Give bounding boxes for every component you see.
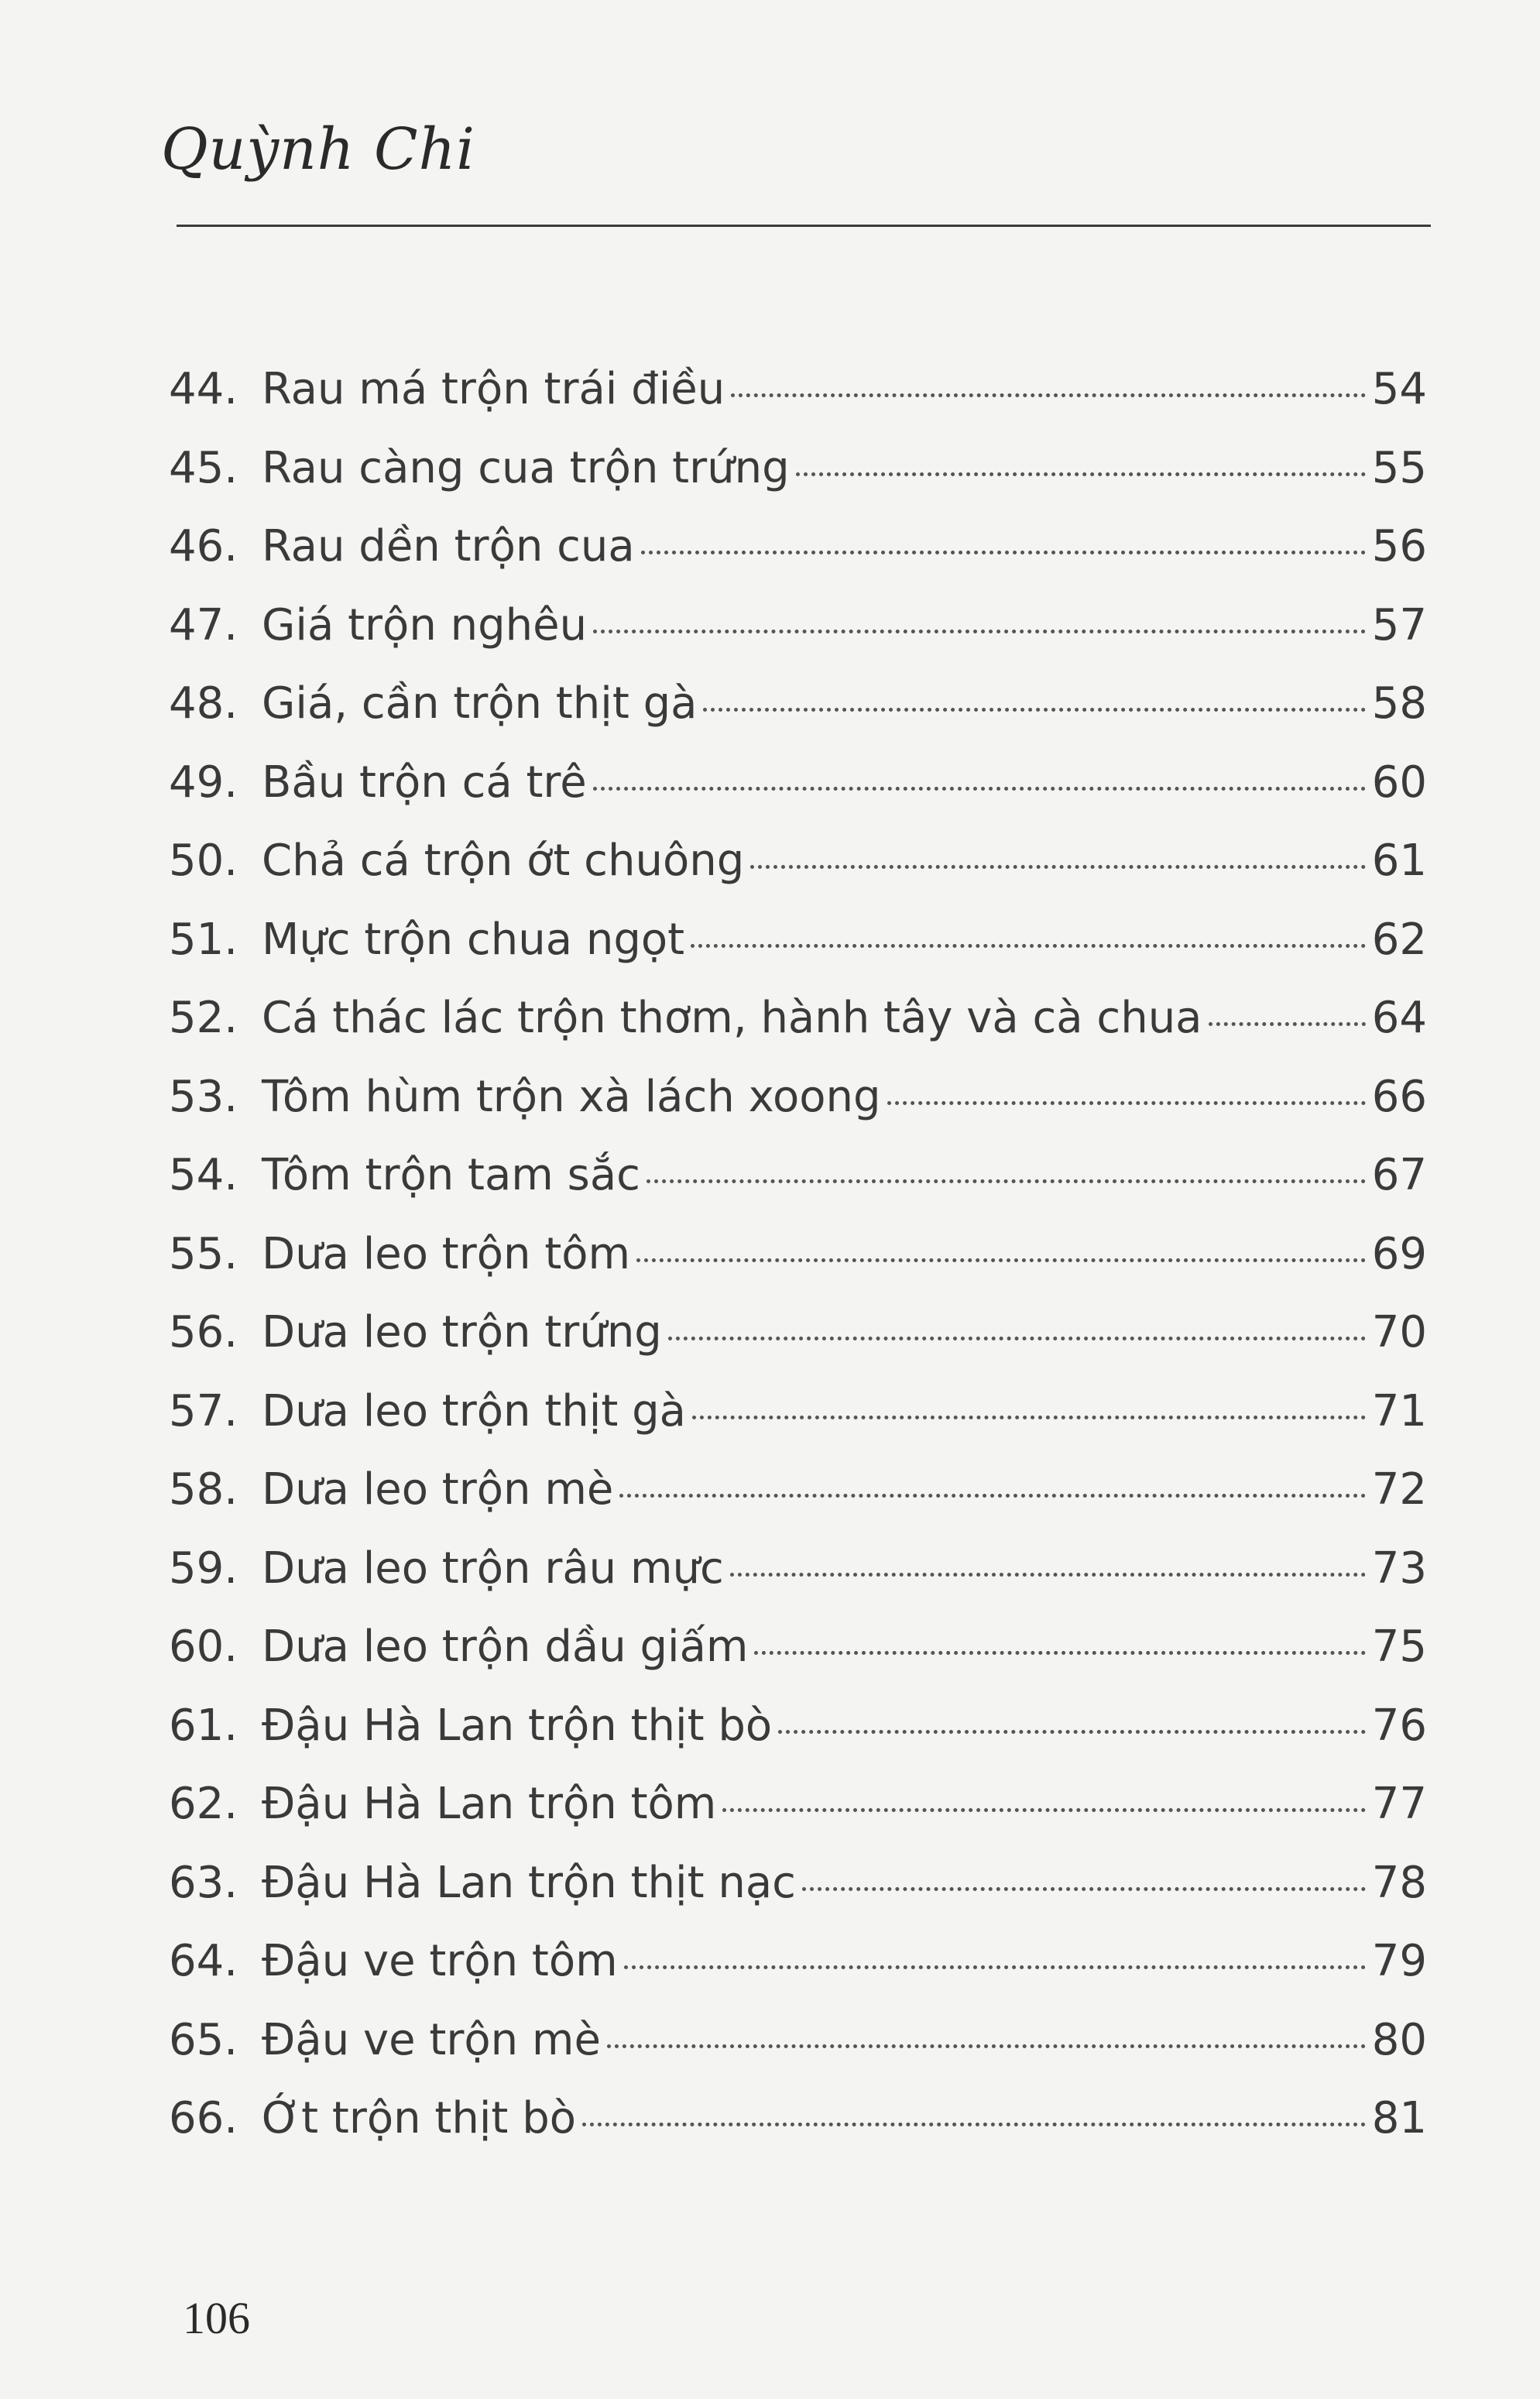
toc-entry-title: Tôm hùm trộn xà lách xoong (262, 1071, 881, 1122)
toc-entry (169, 2015, 1427, 2094)
toc-dot-leader (887, 1101, 1366, 1105)
toc-entry-number: 44. (169, 364, 238, 414)
toc-entry-number: 65. (169, 2014, 238, 2065)
toc-entry-title: Đậu Hà Lan trộn thịt bò (262, 1700, 773, 1751)
toc-entry-title: Tôm trộn tam sắc (262, 1150, 640, 1200)
toc-dot-leader (692, 1416, 1366, 1419)
toc-entry-number: 53. (169, 1071, 238, 1122)
toc-dot-leader (647, 1179, 1366, 1183)
toc-entry-number: 57. (169, 1385, 238, 1436)
toc-entry (169, 678, 1427, 757)
toc-entry-title: Rau càng cua trộn trứng (262, 442, 790, 493)
toc-entry-number: 50. (169, 836, 238, 886)
toc-entry-page: 58 (1371, 678, 1427, 729)
toc-entry-page: 81 (1371, 2093, 1427, 2143)
toc-dot-leader (593, 630, 1366, 633)
toc-entry-title: Đậu Hà Lan trộn thịt nạc (262, 1857, 796, 1908)
toc-dot-leader (582, 2123, 1366, 2126)
toc-entry (169, 993, 1427, 1072)
toc-entry (169, 1386, 1427, 1465)
toc-entry-number: 64. (169, 1936, 238, 1986)
toc-entry-number: 62. (169, 1779, 238, 1829)
toc-entry-number: 58. (169, 1464, 238, 1515)
toc-entry-page: 77 (1371, 1779, 1427, 1829)
toc-entry (169, 1307, 1427, 1386)
toc-entry-number: 46. (169, 521, 238, 571)
toc-entry (169, 1779, 1427, 1858)
toc-entry (169, 1858, 1427, 1937)
toc-entry (169, 521, 1427, 600)
toc-dot-leader (619, 1494, 1365, 1498)
toc-entry (169, 757, 1427, 836)
toc-entry (169, 915, 1427, 994)
toc-dot-leader (607, 2044, 1366, 2048)
toc-entry-page: 61 (1371, 836, 1427, 886)
toc-entry-title: Dưa leo trộn thịt gà (262, 1385, 686, 1436)
toc-entry-title: Giá trộn nghêu (262, 599, 588, 650)
toc-entry-title: Chả cá trộn ớt chuông (262, 836, 745, 886)
toc-entry-page: 72 (1371, 1464, 1427, 1515)
toc-entry-title: Dưa leo trộn râu mực (262, 1543, 724, 1594)
toc-dot-leader (668, 1337, 1366, 1340)
toc-entry-number: 63. (169, 1857, 238, 1908)
toc-dot-leader (691, 944, 1366, 948)
toc-entry-page: 71 (1371, 1385, 1427, 1436)
toc-entry-number: 48. (169, 678, 238, 729)
toc-entry-page: 62 (1371, 914, 1427, 965)
toc-entry-page: 57 (1371, 599, 1427, 650)
running-header-author: Quỳnh Chi (161, 116, 475, 183)
toc-entry (169, 1150, 1427, 1229)
toc-entry-title: Cá thác lác trộn thơm, hành tây và cà chua (262, 993, 1202, 1043)
toc-dot-leader (722, 1808, 1365, 1812)
toc-entry (169, 600, 1427, 679)
toc-entry-title: Đậu ve trộn mè (262, 2014, 601, 2065)
toc-entry-number: 51. (169, 914, 238, 965)
toc-entry-number: 60. (169, 1622, 238, 1672)
toc-entry-title: Dưa leo trộn mè (262, 1464, 614, 1515)
table-of-contents (169, 364, 1427, 2172)
toc-entry-page: 64 (1371, 993, 1427, 1043)
toc-entry-page: 79 (1371, 1936, 1427, 1986)
toc-entry (169, 1229, 1427, 1308)
toc-entry-number: 52. (169, 993, 238, 1043)
toc-dot-leader (593, 787, 1366, 791)
toc-entry-number: 54. (169, 1150, 238, 1200)
toc-dot-leader (778, 1730, 1366, 1734)
toc-entry-page: 76 (1371, 1700, 1427, 1751)
toc-dot-leader (703, 708, 1365, 712)
toc-entry-number: 45. (169, 442, 238, 493)
toc-entry-page: 54 (1371, 364, 1427, 414)
toc-entry (169, 1072, 1427, 1151)
toc-entry-number: 56. (169, 1307, 238, 1357)
toc-entry-page: 73 (1371, 1543, 1427, 1594)
toc-entry-page: 60 (1371, 757, 1427, 808)
toc-entry-title: Dưa leo trộn tôm (262, 1228, 631, 1279)
toc-dot-leader (636, 1258, 1366, 1262)
toc-entry (169, 443, 1427, 522)
toc-dot-leader (1209, 1022, 1366, 1026)
toc-entry-title: Đậu ve trộn tôm (262, 1936, 618, 1986)
toc-entry-title: Giá, cần trộn thịt gà (262, 678, 698, 729)
toc-entry-page: 70 (1371, 1307, 1427, 1357)
toc-entry-page: 66 (1371, 1071, 1427, 1122)
toc-entry-number: 61. (169, 1700, 238, 1751)
toc-dot-leader (754, 1651, 1365, 1655)
toc-entry-page: 55 (1371, 442, 1427, 493)
toc-entry-page: 75 (1371, 1622, 1427, 1672)
toc-dot-leader (750, 865, 1365, 869)
toc-entry-title: Mực trộn chua ngọt (262, 914, 685, 965)
toc-entry-title: Dưa leo trộn dầu giấm (262, 1622, 749, 1672)
toc-entry (169, 1622, 1427, 1701)
toc-entry-number: 66. (169, 2093, 238, 2143)
toc-entry (169, 364, 1427, 443)
toc-entry-page: 69 (1371, 1228, 1427, 1279)
toc-dot-leader (796, 472, 1366, 476)
toc-entry-title: Bầu trộn cá trê (262, 757, 587, 808)
toc-entry-number: 55. (169, 1228, 238, 1279)
toc-entry (169, 1543, 1427, 1622)
toc-entry-title: Rau má trộn trái điều (262, 364, 725, 414)
toc-entry-number: 49. (169, 757, 238, 808)
toc-dot-leader (624, 1965, 1366, 1969)
toc-dot-leader (731, 393, 1366, 397)
toc-entry (169, 1464, 1427, 1543)
toc-entry (169, 836, 1427, 915)
toc-entry (169, 2093, 1427, 2172)
page-number: 106 (183, 2293, 250, 2343)
toc-entry-number: 59. (169, 1543, 238, 1594)
toc-entry-title: Ớt trộn thịt bò (262, 2093, 576, 2143)
toc-entry-page: 67 (1371, 1150, 1427, 1200)
toc-dot-leader (802, 1887, 1366, 1891)
toc-entry-page: 56 (1371, 521, 1427, 571)
header-divider (177, 225, 1431, 227)
toc-entry-title: Rau dền trộn cua (262, 521, 635, 571)
toc-entry (169, 1936, 1427, 2015)
toc-dot-leader (641, 551, 1366, 554)
toc-entry-page: 80 (1371, 2014, 1427, 2065)
toc-entry-title: Đậu Hà Lan trộn tôm (262, 1779, 717, 1829)
toc-entry-page: 78 (1371, 1857, 1427, 1908)
toc-entry-title: Dưa leo trộn trứng (262, 1307, 662, 1357)
toc-entry (169, 1701, 1427, 1780)
toc-dot-leader (730, 1573, 1366, 1577)
toc-entry-number: 47. (169, 599, 238, 650)
